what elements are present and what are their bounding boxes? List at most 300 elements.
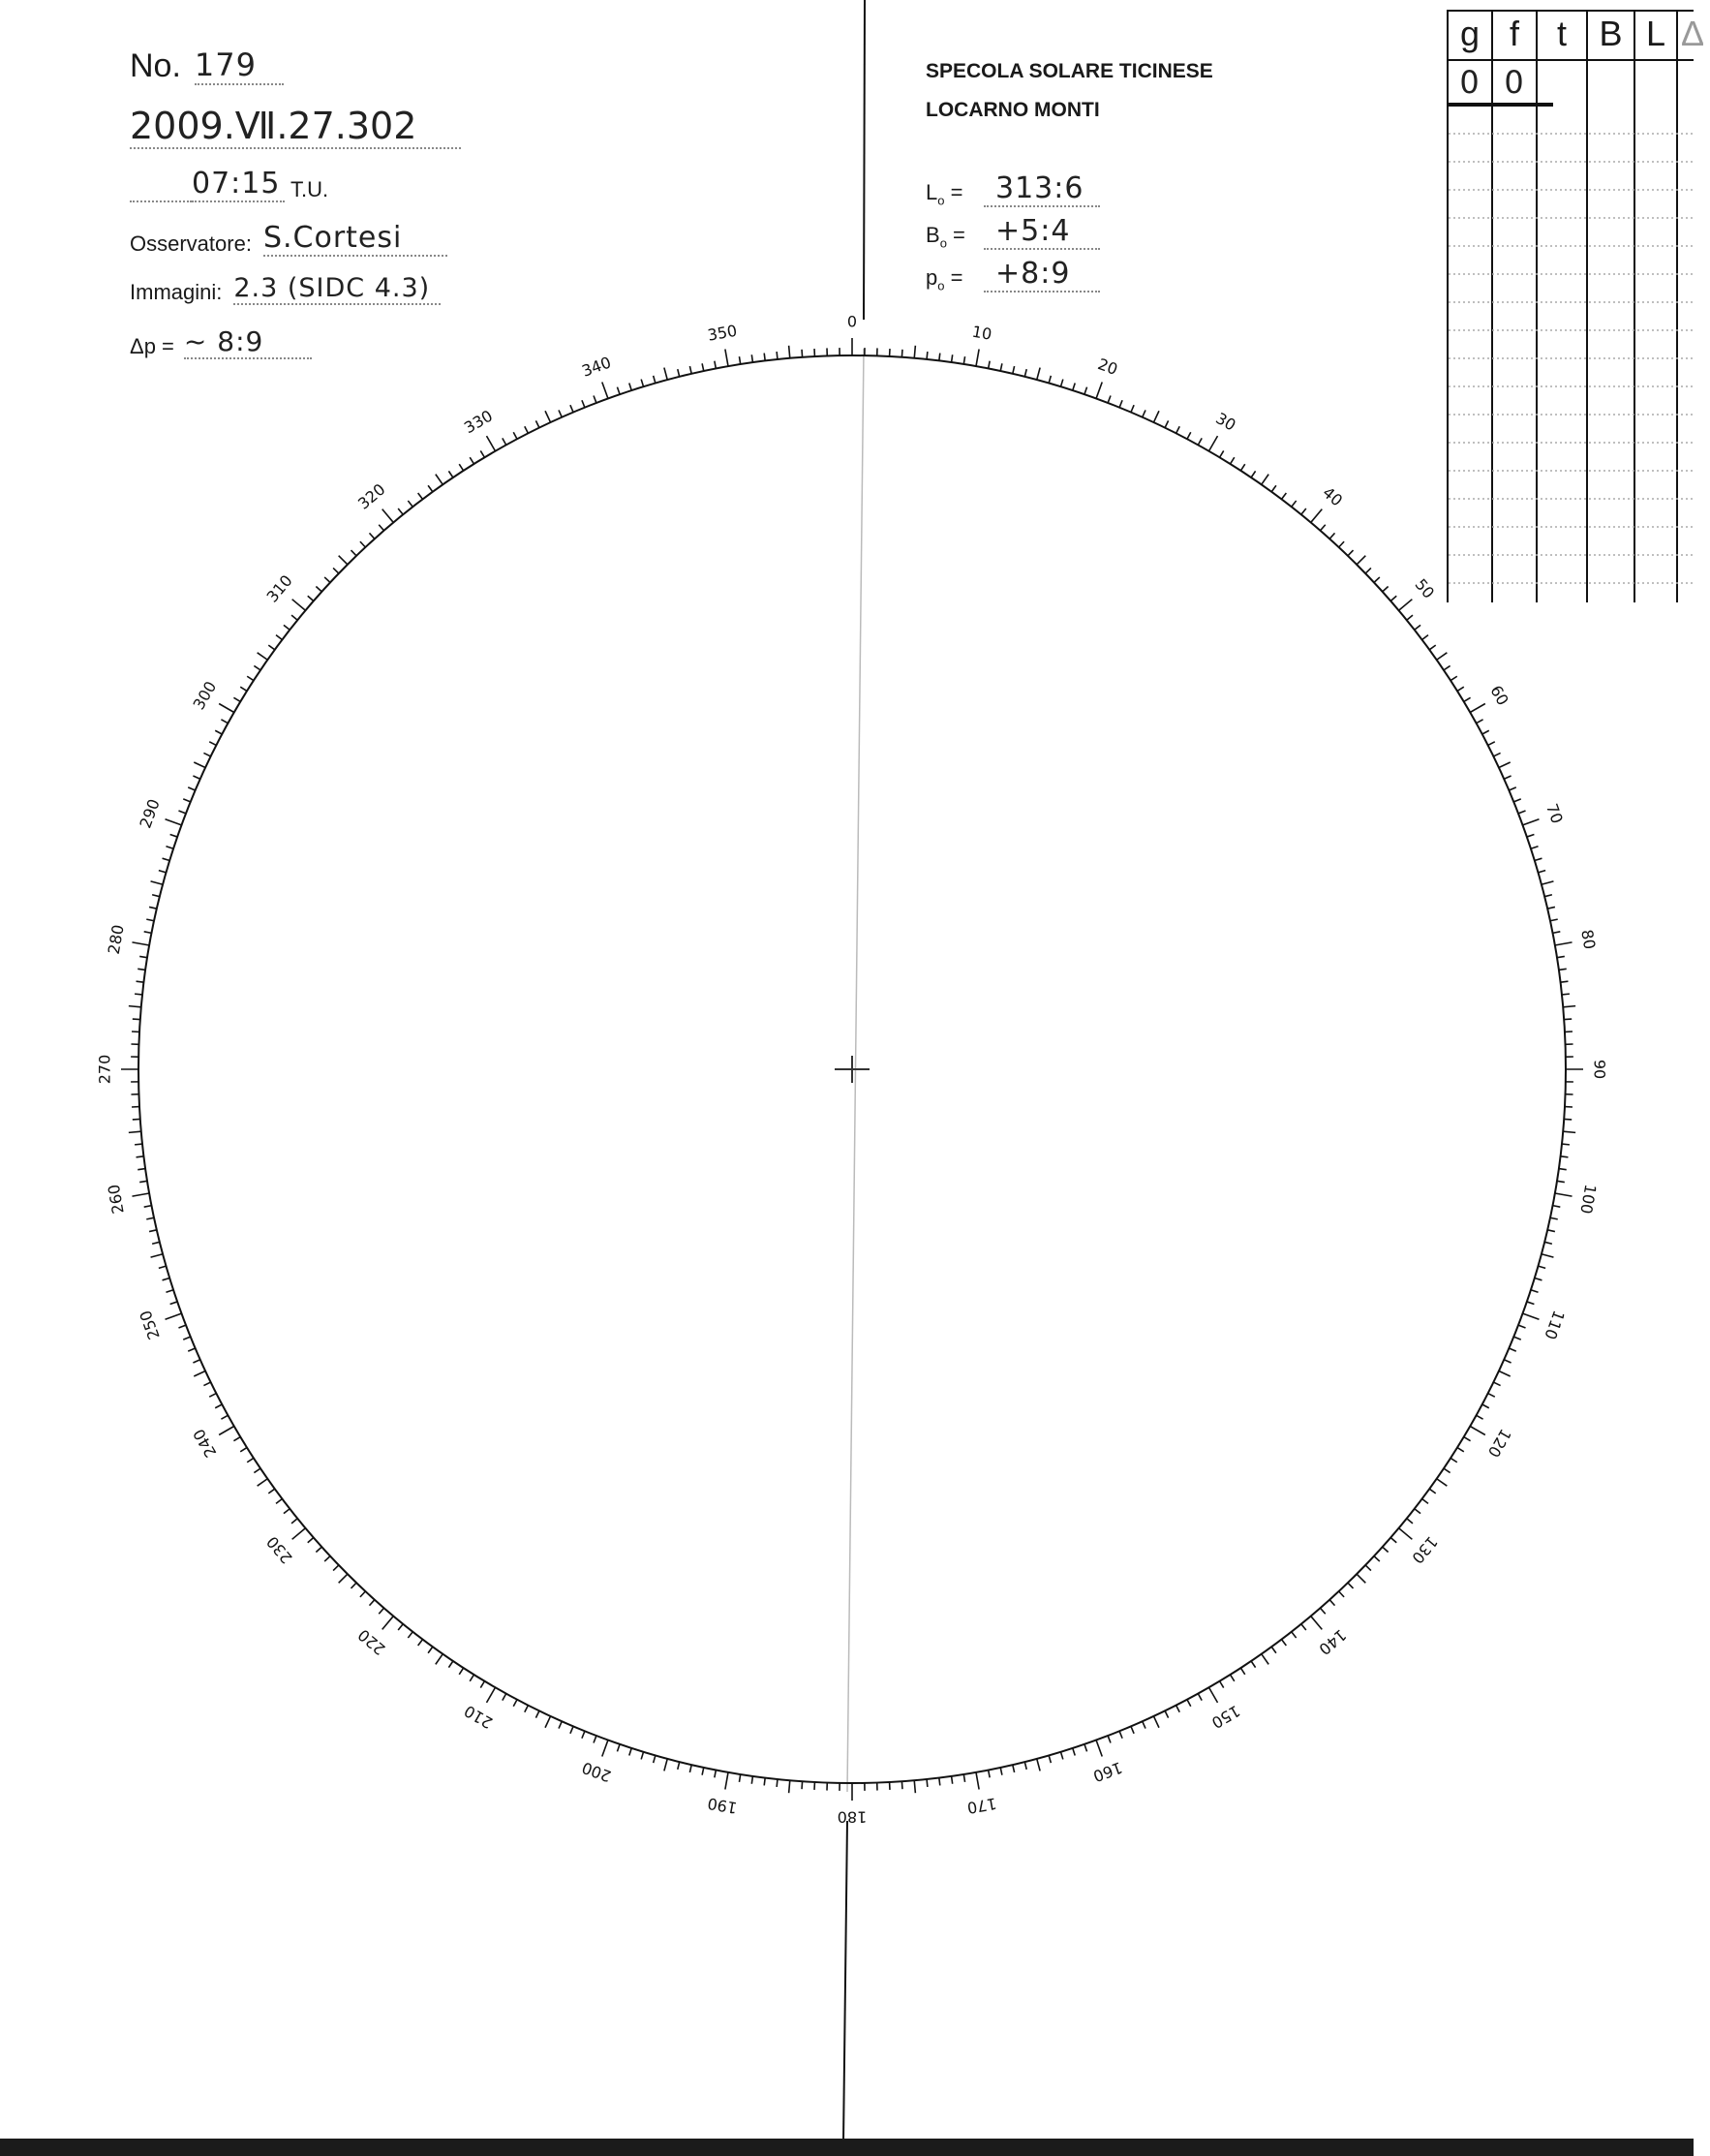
tick-215 <box>436 1654 443 1665</box>
tick-98 <box>1559 1169 1567 1170</box>
tick-313 <box>324 577 330 582</box>
tick-285 <box>151 881 164 884</box>
tick-205 <box>545 1716 550 1728</box>
delta-p-value: ~ 8:9 <box>184 325 312 359</box>
degree-label-320: 320 <box>353 479 389 513</box>
tick-346 <box>678 369 680 377</box>
tick-118 <box>1482 1404 1489 1408</box>
tick-217 <box>418 1640 423 1646</box>
tick-56 <box>1444 665 1450 669</box>
tick-222 <box>369 1600 374 1606</box>
tick-187 <box>764 1778 765 1786</box>
tick-121 <box>1464 1437 1471 1441</box>
tick-148 <box>1231 1675 1235 1681</box>
tick-131 <box>1390 1538 1396 1543</box>
tick-243 <box>209 1394 216 1398</box>
tick-174 <box>927 1779 928 1787</box>
degree-label-220: 220 <box>353 1625 389 1659</box>
tick-224 <box>351 1583 356 1588</box>
tick-277 <box>137 981 144 982</box>
tick-84 <box>1562 994 1570 995</box>
tick-210 <box>487 1687 496 1703</box>
tick-67 <box>1509 787 1515 790</box>
degree-label-280: 280 <box>104 923 128 956</box>
degree-label-230: 230 <box>262 1532 296 1568</box>
tick-319 <box>379 525 383 531</box>
degree-label-290: 290 <box>136 796 164 831</box>
tick-339 <box>594 395 596 402</box>
tick-220 <box>382 1617 394 1630</box>
tick-129 <box>1407 1519 1413 1524</box>
tick-175 <box>914 1780 915 1793</box>
tick-68 <box>1513 799 1520 802</box>
tick-16 <box>1049 376 1051 384</box>
tick-135 <box>1357 1574 1365 1583</box>
tick-37 <box>1282 493 1287 499</box>
tick-287 <box>163 858 170 860</box>
tick-297 <box>209 742 216 746</box>
tick-192 <box>702 1768 704 1775</box>
tick-21 <box>1108 395 1111 402</box>
tick-242 <box>215 1404 222 1408</box>
tick-185 <box>789 1780 790 1793</box>
tick-69 <box>1518 811 1525 814</box>
degree-label-140: 140 <box>1315 1625 1351 1659</box>
degree-label-200: 200 <box>579 1758 614 1786</box>
tick-276 <box>135 994 142 995</box>
degree-label-330: 330 <box>461 406 496 438</box>
tick-329 <box>480 450 484 457</box>
tick-233 <box>276 1499 282 1504</box>
tick-195 <box>664 1759 667 1771</box>
tick-294 <box>193 776 199 779</box>
degree-label-120: 120 <box>1483 1426 1515 1461</box>
tick-51 <box>1407 615 1413 620</box>
tick-299 <box>221 720 228 724</box>
degree-label-250: 250 <box>136 1308 164 1342</box>
tick-214 <box>448 1661 452 1668</box>
tick-144 <box>1271 1647 1276 1652</box>
tick-315 <box>339 556 348 565</box>
tick-352 <box>751 354 752 362</box>
tick-259 <box>144 1206 152 1208</box>
tick-45 <box>1357 556 1365 565</box>
degree-label-110: 110 <box>1541 1308 1569 1342</box>
time-value: 07:15 <box>192 167 285 202</box>
tick-72 <box>1531 847 1539 848</box>
tick-280 <box>132 942 149 945</box>
tick-34 <box>1251 471 1255 477</box>
tick-229 <box>308 1538 314 1543</box>
tick-156 <box>1143 1721 1145 1728</box>
tick-133 <box>1374 1556 1380 1561</box>
tick-117 <box>1488 1394 1495 1398</box>
degree-label-160: 160 <box>1090 1758 1125 1786</box>
degree-label-190: 190 <box>706 1794 739 1818</box>
tick-12 <box>1000 363 1002 371</box>
degree-label-0: 0 <box>846 312 858 331</box>
tick-171 <box>963 1774 964 1782</box>
tick-198 <box>629 1748 631 1756</box>
institution-location: LOCARNO MONTI <box>926 99 1100 121</box>
tick-150 <box>1209 1687 1218 1703</box>
tick-341 <box>617 387 620 395</box>
tick-159 <box>1108 1736 1111 1742</box>
tick-236 <box>254 1468 260 1472</box>
tick-19 <box>1084 387 1087 395</box>
tick-328 <box>470 457 473 464</box>
ephemeris-L0: $L_o$ = 313:6 <box>926 165 1100 207</box>
degree-label-70: 70 <box>1542 801 1567 826</box>
time-unit: T.U. <box>290 177 329 201</box>
tick-350 <box>725 349 728 366</box>
tick-161 <box>1084 1744 1087 1752</box>
tick-59 <box>1464 697 1471 701</box>
tick-77 <box>1547 907 1555 909</box>
tick-9 <box>963 356 964 364</box>
tick-126 <box>1429 1489 1435 1494</box>
tick-8 <box>952 354 953 362</box>
degree-label-50: 50 <box>1411 574 1439 602</box>
tick-212 <box>470 1675 473 1681</box>
tick-40 <box>1311 509 1323 523</box>
tick-251 <box>170 1302 178 1305</box>
tick-168 <box>1000 1768 1002 1775</box>
tick-100 <box>1555 1193 1573 1196</box>
tick-4 <box>901 350 902 357</box>
tick-24 <box>1143 410 1145 416</box>
tick-344 <box>654 376 656 384</box>
tick-127 <box>1422 1499 1428 1504</box>
tick-101 <box>1552 1206 1560 1208</box>
degree-label-340: 340 <box>579 353 614 381</box>
tick-48 <box>1383 586 1389 591</box>
number-value: 179 <box>195 46 284 85</box>
tick-284 <box>152 895 160 897</box>
degree-label-240: 240 <box>189 1426 221 1461</box>
tick-335 <box>545 411 550 422</box>
tick-355 <box>789 346 790 358</box>
tick-191 <box>715 1770 717 1777</box>
tick-102 <box>1550 1217 1558 1219</box>
tick-123 <box>1450 1458 1457 1462</box>
tick-246 <box>193 1360 199 1363</box>
delta-p-label: Δp = <box>130 334 174 358</box>
tick-345 <box>664 368 667 381</box>
tick-112 <box>1513 1337 1520 1340</box>
table-cell-g: 0 <box>1459 64 1481 101</box>
tick-109 <box>1527 1302 1535 1305</box>
tick-265 <box>129 1131 141 1132</box>
tick-104 <box>1544 1242 1552 1244</box>
tick-318 <box>369 533 374 539</box>
tick-79 <box>1552 932 1560 934</box>
tick-115 <box>1499 1371 1511 1375</box>
tick-143 <box>1282 1640 1287 1646</box>
tick-302 <box>240 687 247 691</box>
tick-151 <box>1198 1694 1202 1701</box>
tick-138 <box>1329 1600 1334 1606</box>
tick-338 <box>582 400 585 407</box>
tick-54 <box>1429 645 1435 650</box>
tick-140 <box>1311 1617 1323 1630</box>
tick-206 <box>535 1710 539 1717</box>
B0-label: B <box>926 222 940 247</box>
tick-190 <box>725 1772 728 1790</box>
tick-204 <box>559 1721 562 1728</box>
tick-292 <box>183 799 190 802</box>
degree-label-20: 20 <box>1095 354 1120 379</box>
tick-290 <box>166 819 182 825</box>
tick-163 <box>1060 1752 1062 1760</box>
tick-78 <box>1550 919 1558 921</box>
tick-38 <box>1292 501 1297 507</box>
tick-74 <box>1538 871 1545 873</box>
tick-99 <box>1557 1181 1565 1182</box>
table-header-B: B <box>1599 14 1623 53</box>
observer-value: S.Cortesi <box>263 221 447 257</box>
tick-53 <box>1422 635 1428 640</box>
degree-label-10: 10 <box>970 322 993 344</box>
tick-199 <box>617 1744 620 1752</box>
tick-61 <box>1477 720 1483 724</box>
table-cell-f: 0 <box>1504 64 1525 101</box>
tick-314 <box>333 568 339 573</box>
tick-73 <box>1535 858 1542 860</box>
tick-165 <box>1037 1759 1040 1771</box>
tick-142 <box>1292 1632 1297 1638</box>
tick-113 <box>1509 1348 1515 1351</box>
tick-260 <box>132 1193 149 1196</box>
tick-186 <box>777 1779 778 1787</box>
table-header-f: f <box>1509 14 1519 53</box>
tick-7 <box>939 354 940 361</box>
tick-304 <box>254 665 260 669</box>
tick-65 <box>1499 762 1511 767</box>
degree-label-130: 130 <box>1408 1532 1442 1568</box>
tick-170 <box>976 1772 979 1790</box>
scan-border <box>0 2139 1694 2156</box>
tick-202 <box>582 1731 585 1738</box>
tick-184 <box>802 1781 803 1789</box>
tick-325 <box>436 475 443 485</box>
tick-266 <box>133 1119 140 1120</box>
tick-231 <box>291 1519 297 1524</box>
tick-125 <box>1437 1479 1448 1486</box>
tick-32 <box>1231 457 1235 464</box>
images-value: 2.3 (SIDC 4.3) <box>233 273 441 305</box>
tick-209 <box>503 1694 506 1701</box>
tick-80 <box>1555 942 1573 945</box>
degree-label-170: 170 <box>965 1794 998 1818</box>
tick-46 <box>1365 568 1371 573</box>
tick-248 <box>183 1337 190 1340</box>
tick-169 <box>989 1770 991 1777</box>
tick-149 <box>1220 1681 1224 1688</box>
tick-95 <box>1563 1131 1575 1132</box>
tick-164 <box>1049 1755 1051 1763</box>
tick-320 <box>382 509 394 523</box>
tick-337 <box>570 405 573 412</box>
tick-134 <box>1365 1565 1371 1571</box>
tick-145 <box>1262 1654 1268 1665</box>
tick-340 <box>602 383 608 399</box>
tick-228 <box>316 1547 321 1552</box>
tick-262 <box>137 1169 145 1170</box>
degree-label-30: 30 <box>1212 409 1239 435</box>
table-header-t: t <box>1556 14 1567 53</box>
tick-64 <box>1493 753 1500 756</box>
tick-106 <box>1538 1266 1545 1268</box>
tick-11 <box>989 361 991 369</box>
tick-208 <box>513 1700 517 1707</box>
tick-253 <box>163 1278 170 1279</box>
ephemeris-p0: $p_o$ = +8:9 <box>926 250 1100 293</box>
tick-122 <box>1457 1448 1464 1452</box>
tick-250 <box>166 1313 182 1319</box>
tick-6 <box>927 352 928 359</box>
tick-256 <box>152 1242 160 1244</box>
tick-326 <box>448 471 452 477</box>
tick-155 <box>1153 1716 1158 1728</box>
tick-348 <box>702 363 704 371</box>
tick-43 <box>1339 541 1344 547</box>
tick-188 <box>751 1776 752 1784</box>
tick-146 <box>1251 1661 1255 1668</box>
tick-128 <box>1415 1509 1420 1514</box>
p0-label: p <box>926 264 938 290</box>
tick-232 <box>284 1509 290 1514</box>
tick-20 <box>1096 383 1102 399</box>
tick-136 <box>1348 1583 1354 1588</box>
tick-238 <box>240 1448 247 1452</box>
tick-154 <box>1165 1710 1169 1717</box>
degree-label-60: 60 <box>1486 682 1512 709</box>
tick-293 <box>188 787 195 790</box>
tick-5 <box>914 346 915 358</box>
tick-94 <box>1564 1119 1572 1120</box>
tick-216 <box>428 1647 433 1652</box>
tick-31 <box>1220 450 1224 457</box>
tick-173 <box>939 1778 940 1786</box>
tick-44 <box>1348 550 1354 556</box>
tick-124 <box>1444 1468 1450 1472</box>
institution-name: SPECOLA SOLARE TICINESE <box>926 60 1213 82</box>
degree-label-350: 350 <box>706 321 739 345</box>
tick-255 <box>151 1254 164 1257</box>
degree-label-80: 80 <box>1577 928 1600 951</box>
tick-147 <box>1240 1668 1244 1675</box>
tick-305 <box>258 653 268 660</box>
tick-283 <box>149 907 157 909</box>
tick-50 <box>1399 600 1413 611</box>
tick-239 <box>233 1437 240 1441</box>
tick-139 <box>1321 1608 1326 1614</box>
tick-160 <box>1096 1740 1102 1757</box>
tick-227 <box>324 1556 330 1561</box>
tick-22 <box>1119 400 1122 407</box>
tick-264 <box>135 1144 142 1145</box>
tick-71 <box>1527 834 1535 837</box>
tick-342 <box>629 383 631 390</box>
tick-10 <box>976 349 979 366</box>
tick-157 <box>1131 1726 1134 1733</box>
tick-15 <box>1037 368 1040 381</box>
table-header-L: L <box>1645 14 1666 53</box>
tick-108 <box>1531 1290 1539 1292</box>
L0-value: 313:6 <box>984 171 1100 207</box>
tick-281 <box>144 932 152 934</box>
tick-116 <box>1493 1382 1500 1386</box>
tick-30 <box>1209 436 1218 451</box>
tick-296 <box>203 753 210 756</box>
tick-60 <box>1470 704 1485 713</box>
tick-82 <box>1559 969 1567 970</box>
tick-119 <box>1477 1415 1483 1419</box>
degree-label-150: 150 <box>1208 1701 1243 1733</box>
tick-167 <box>1013 1765 1015 1772</box>
tick-298 <box>215 730 222 734</box>
tick-226 <box>333 1565 339 1571</box>
tick-207 <box>525 1706 529 1712</box>
tick-323 <box>418 493 423 499</box>
B0-value: +5:4 <box>984 214 1100 250</box>
tick-57 <box>1450 676 1457 680</box>
date-value: 2009.Ⅶ.27.302 <box>130 105 461 149</box>
tick-282 <box>146 919 154 921</box>
tick-301 <box>233 697 240 701</box>
tick-334 <box>535 420 539 427</box>
tick-289 <box>170 834 178 837</box>
degree-label-210: 210 <box>461 1701 496 1733</box>
tick-58 <box>1457 687 1464 691</box>
tick-111 <box>1518 1325 1525 1328</box>
tick-307 <box>276 635 282 640</box>
tick-39 <box>1301 508 1306 514</box>
tick-353 <box>764 354 765 361</box>
tick-83 <box>1561 981 1569 982</box>
tick-203 <box>570 1726 573 1733</box>
tick-300 <box>219 704 234 713</box>
tick-306 <box>268 645 274 650</box>
tick-176 <box>901 1781 902 1789</box>
tick-332 <box>513 432 517 439</box>
tick-76 <box>1544 895 1552 897</box>
tick-152 <box>1187 1700 1191 1707</box>
table-header-delta: Δ <box>1681 14 1705 53</box>
tick-35 <box>1262 475 1268 485</box>
tick-221 <box>379 1608 383 1614</box>
tick-324 <box>428 485 433 491</box>
tick-194 <box>678 1762 680 1770</box>
tick-237 <box>247 1458 254 1462</box>
tick-158 <box>1119 1731 1122 1738</box>
tick-81 <box>1557 956 1565 957</box>
tick-197 <box>641 1752 643 1760</box>
tick-162 <box>1073 1748 1075 1756</box>
tick-41 <box>1321 525 1326 531</box>
tick-85 <box>1563 1006 1575 1007</box>
tick-310 <box>292 600 306 611</box>
tick-321 <box>398 508 403 514</box>
tick-291 <box>178 811 185 814</box>
tick-166 <box>1024 1762 1026 1770</box>
tick-356 <box>802 350 803 357</box>
tick-288 <box>166 847 173 848</box>
tick-172 <box>952 1776 953 1784</box>
tick-28 <box>1187 432 1191 439</box>
tick-279 <box>139 956 147 957</box>
